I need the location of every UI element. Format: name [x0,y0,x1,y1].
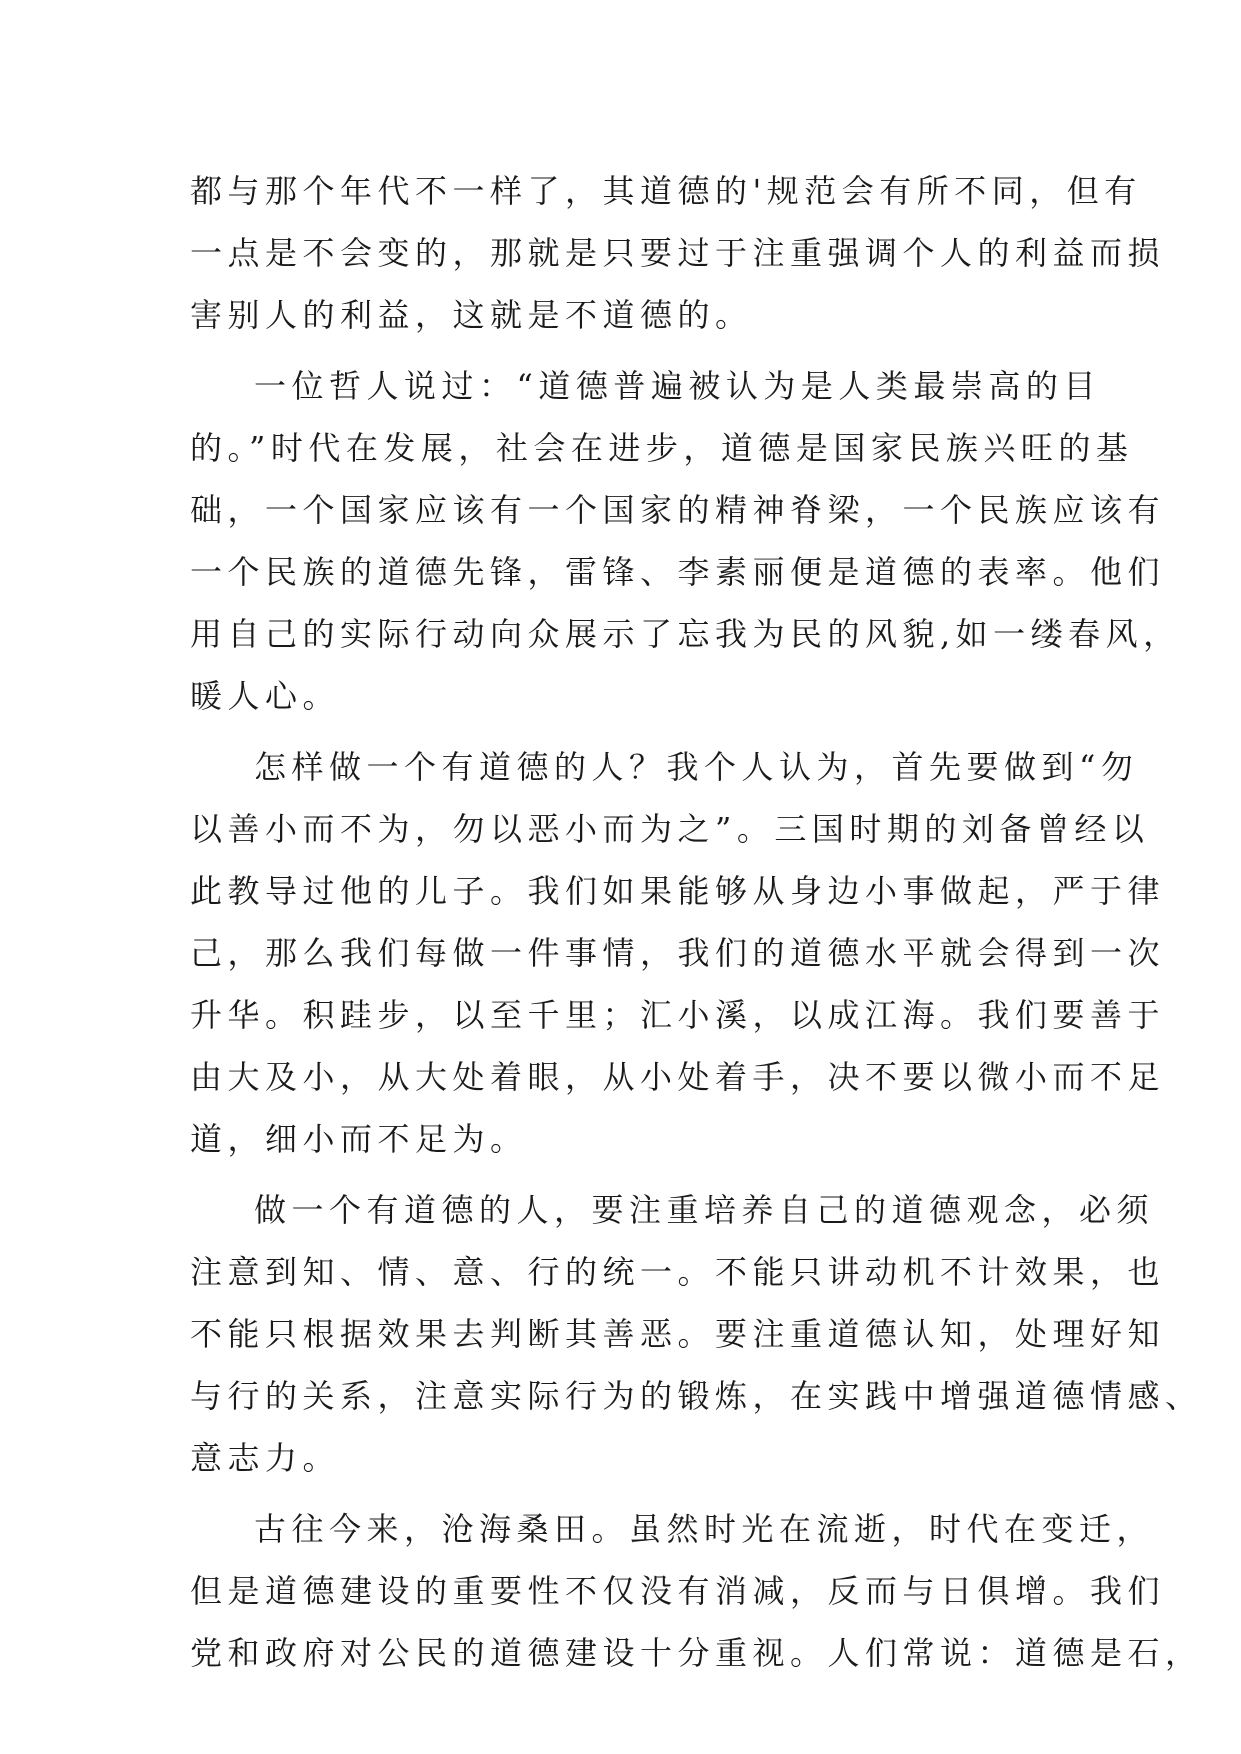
text-line: 党和政府对公民的道德建设十分重视。人们常说：道德是石， [190,1634,1203,1672]
text-line: 用自己的实际行动向众展示了忘我为民的风貌,如一缕春风， [190,615,1181,653]
text-line: 暖人心。 [190,677,341,715]
paragraph-gap [190,346,1065,355]
text-line: 升华。积跬步，以至千里；汇小溪，以成江海。我们要善于 [190,996,1166,1034]
text-line: 一位哲人说过：“道德普遍被认为是人类最崇高的目 [254,367,1101,405]
paragraph-gap [190,1170,1065,1179]
body-text [190,160,1203,1684]
text-line: 一个民族的道德先锋，雷锋、李素丽便是道德的表率。他们 [190,553,1166,591]
paragraph-gap [190,1489,1065,1498]
text-line: 都与那个年代不一样了，其道德的'规范会有所不同，但有 [190,172,1142,210]
text-line: 道，细小而不足为。 [190,1120,528,1158]
text-line: 己，那么我们每做一件事情，我们的道德水平就会得到一次 [190,934,1166,972]
paragraph [190,1498,1203,1684]
text-line: 害别人的利益，这就是不道德的。 [190,296,753,334]
text-line: 与行的关系，注意实际行为的锻炼，在实践中增强道德情感、 [190,1377,1203,1415]
text-line: 怎样做一个有道德的人？我个人认为，首先要做到“勿 [254,748,1139,786]
text-line: 以善小而不为，勿以恶小而为之”。三国时期的刘备曾经以 [190,810,1150,848]
paragraph-gap [190,727,1065,736]
text-line: 但是道德建设的重要性不仅没有消减，反而与日俱增。我们 [190,1572,1166,1610]
text-line: 注意到知、情、意、行的统一。不能只讲动机不计效果，也 [190,1253,1166,1291]
paragraph [190,355,1181,727]
text-line: 古往今来，沧海桑田。虽然时光在流逝，时代在变迁， [254,1510,1155,1548]
text-line: 由大及小，从大处着眼，从小处着手，决不要以微小而不足 [190,1058,1166,1096]
text-line: 一点是不会变的，那就是只要过于注重强调个人的利益而损 [190,234,1166,272]
text-line: 的。”时代在发展，社会在进步，道德是国家民族兴旺的基 [190,429,1134,467]
paragraph [190,736,1166,1170]
text-line: 意志力。 [190,1439,341,1477]
text-line: 做一个有道德的人，要注重培养自己的道德观念，必须 [254,1191,1155,1229]
paragraph [190,160,1166,346]
text-line: 此教导过他的儿子。我们如果能够从身边小事做起，严于律 [190,872,1166,910]
text-line: 础，一个国家应该有一个国家的精神脊梁，一个民族应该有 [190,491,1166,529]
text-line: 不能只根据效果去判断其善恶。要注重道德认知，处理好知 [190,1315,1166,1353]
paragraph [190,1179,1203,1489]
